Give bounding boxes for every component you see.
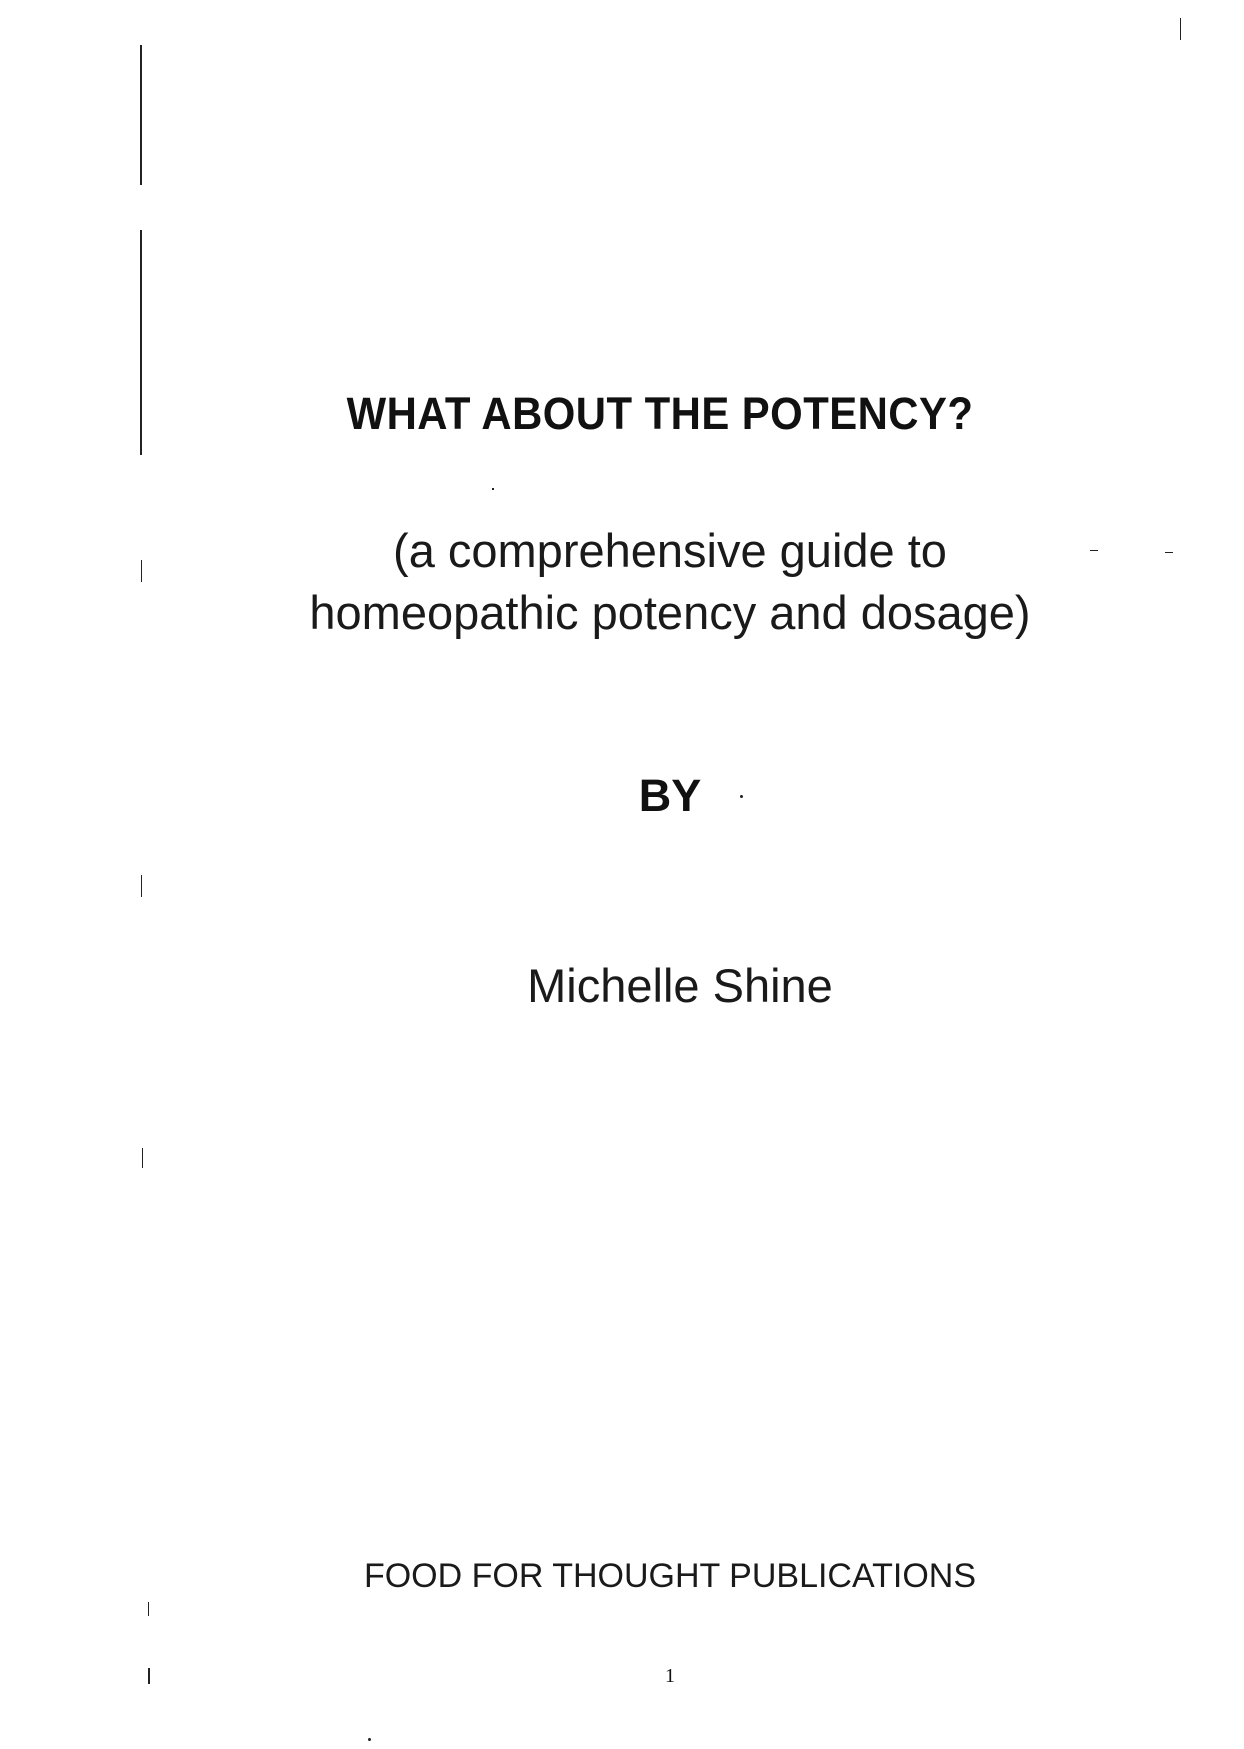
scan-margin-line: [140, 230, 142, 455]
scan-margin-tick: [141, 875, 142, 897]
by-label: BY: [638, 770, 702, 821]
scan-speck: [368, 1738, 371, 1741]
page-number: 1: [665, 1665, 675, 1687]
scan-speck: [1165, 552, 1173, 553]
scan-speck: [1090, 550, 1098, 551]
publisher-name: FOOD FOR THOUGHT PUBLICATIONS: [363, 1557, 977, 1595]
scan-speck: [492, 488, 494, 490]
scan-margin-tick: [141, 560, 142, 582]
scan-margin-tick: [148, 1602, 149, 1616]
document-subtitle: (a comprehensive guide to homeopathic potency and dosage): [309, 524, 1031, 639]
scan-margin-line: [140, 45, 142, 185]
scan-corner-tick: [1180, 18, 1181, 40]
author-name: Michelle Shine: [527, 959, 833, 1012]
document-title: WHAT ABOUT THE POTENCY?: [346, 388, 974, 439]
scan-margin-tick: [148, 1668, 150, 1684]
scan-margin-tick: [142, 1148, 143, 1168]
